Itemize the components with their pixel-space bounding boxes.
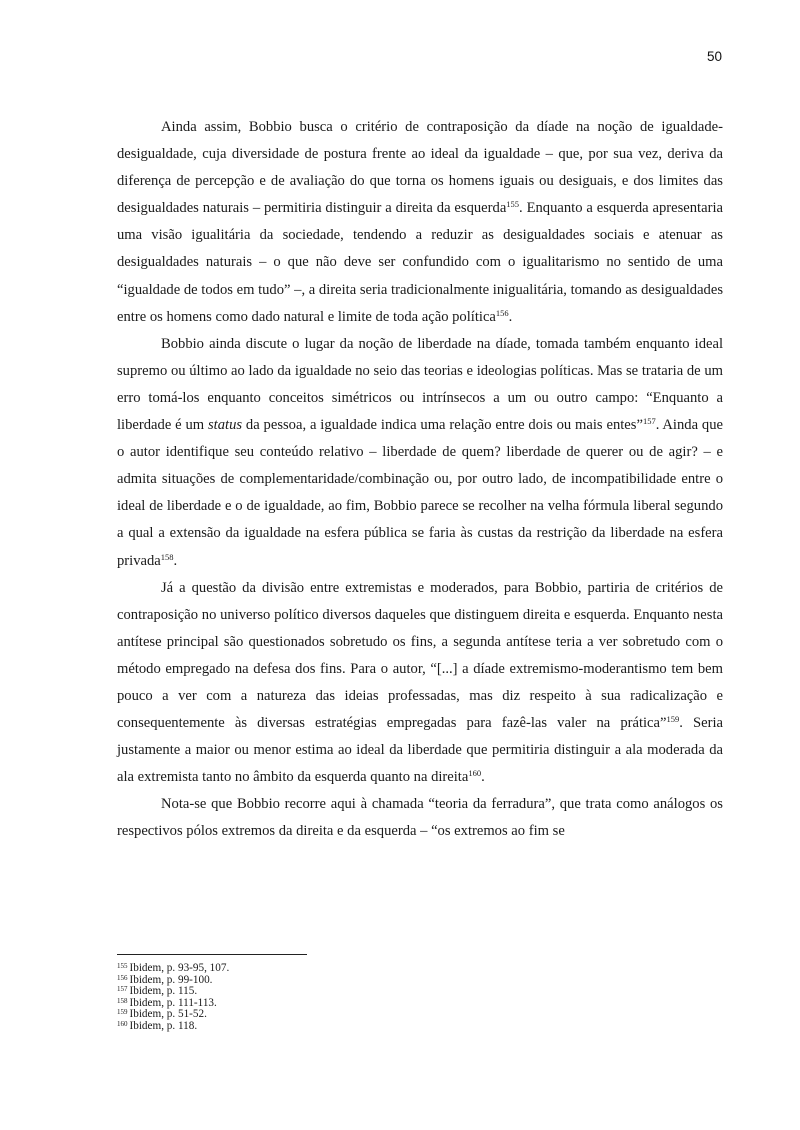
italic-term: status [208,417,243,434]
text-run: Nota-se que Bobbio recorre aqui à chamada “teoria da ferradura”, que trata como análogos os respectivos pólos extremos da direita e da esquerda – “os extremos ao fim se [117,796,723,840]
paragraph [117,114,723,331]
footnote-divider [117,954,307,955]
footnote-number: 155 [117,962,128,970]
paragraph [117,791,723,845]
footnote-number: 159 [117,1008,128,1017]
text-run: . Enquanto a esquerda apresentaria uma visão igualitária da sociedade, tendendo a reduzir as desigualdades sociais e atenuar as desigualdades naturais – o que não deve ser confundido com o igualitarismo no sentido de uma “igualdade de todos em tudo” –, a direita seria tradicionalmente inigualitária, tomando as desigualdades entre os homens como dado natural e limite de toda ação política [117,200,723,325]
footnote-text: Ibidem, p. 118. [129,1019,198,1032]
footnote-number: 160 [117,1019,128,1028]
footnote-text: Ibidem, p. 99-100. [129,973,213,986]
footnote-reference: 159 [666,714,680,725]
footnote-reference: 156 [495,307,509,318]
footnote-number: 156 [117,973,128,982]
footnote-reference: 158 [160,551,174,562]
paragraph [117,575,723,792]
footnote-number: 157 [117,985,128,994]
text-run: da pessoa, a igualdade indica uma relação entre dois ou mais entes” [242,417,643,434]
footnote-reference: 157 [642,416,656,427]
text-run: . Seria justamente a maior ou menor estima ao ideal da liberdade que permitiria distinguir a ala moderada da ala extremista tanto no âmbito da esquerda quanto na direita [117,715,723,786]
footnote-reference: 160 [468,768,482,779]
body-text [117,114,723,846]
text-run: Já a questão da divisão entre extremistas e moderados, para Bobbio, partiria de critérios de contraposição no universo político diversos daqueles que distinguem direita e esquerda. Enquanto nesta antítese principal são questionados sobretudo os fins, a segunda antítese teria a ver sobretudo com o método empregado na defesa dos fins. Para o autor, “[...] a díade extremismo-moderantismo tem bem pouco a ver com a natureza das ideias professadas, mas diz respeito à sua radicalização e consequentemente às diversas estratégias empregadas para fazê-las valer na prática” [117,579,723,732]
text-run: Ainda assim, Bobbio busca o critério de contraposição da díade na noção de igualdade-desigualdade, cuja diversidade de postura frente ao ideal da igualdade – que, por sua vez, deriva da diferença de percepção e de avaliação do que torna os homens iguais ou desiguais, e dos limites das desigualdades naturais – permitiria distinguir a direita da esquerda [117,119,723,217]
text-run: . [173,552,178,569]
footnote-number: 158 [117,996,128,1005]
text-run: . Ainda que o autor identifique seu conteúdo relativo – liberdade de quem? liberdade de querer ou de agir? – e admita situações de complementaridade/combinação ou, por outro lado, de incompatibilidade entre o ideal de liberdade e o de igualdade, ao fim, Bobbio parece se recolher na velha fórmula liberal segundo a qual a extensão da igualdade na esfera pública se faria às custas da restrição da liberdade na esfera privada [117,417,723,569]
paragraph [117,331,723,575]
footnote-text: Ibidem, p. 93-95, 107. [129,962,230,974]
text-run: Bobbio ainda discute o lugar da noção de liberdade na díade, tomada também enquanto ideal supremo ou último ao lado da igualdade no seio das teorias e ideologias políticas. Mas se trataria de um erro tomá-los enquanto conceitos simétricos ou intrínsecos a um ou outro campo: “Enquanto a liberdade é um [117,335,723,434]
text-run: . [508,308,513,325]
footnotes [117,963,517,1033]
text-run: . [481,769,485,786]
footnote-text: Ibidem, p. 51-52. [129,1008,207,1021]
page-number: 50 [706,49,722,64]
footnote [117,1021,517,1033]
footnote-text: Ibidem, p. 115. [129,985,198,998]
footnote-reference: 155 [506,199,520,210]
footnote-text: Ibidem, p. 111-113. [129,996,217,1009]
